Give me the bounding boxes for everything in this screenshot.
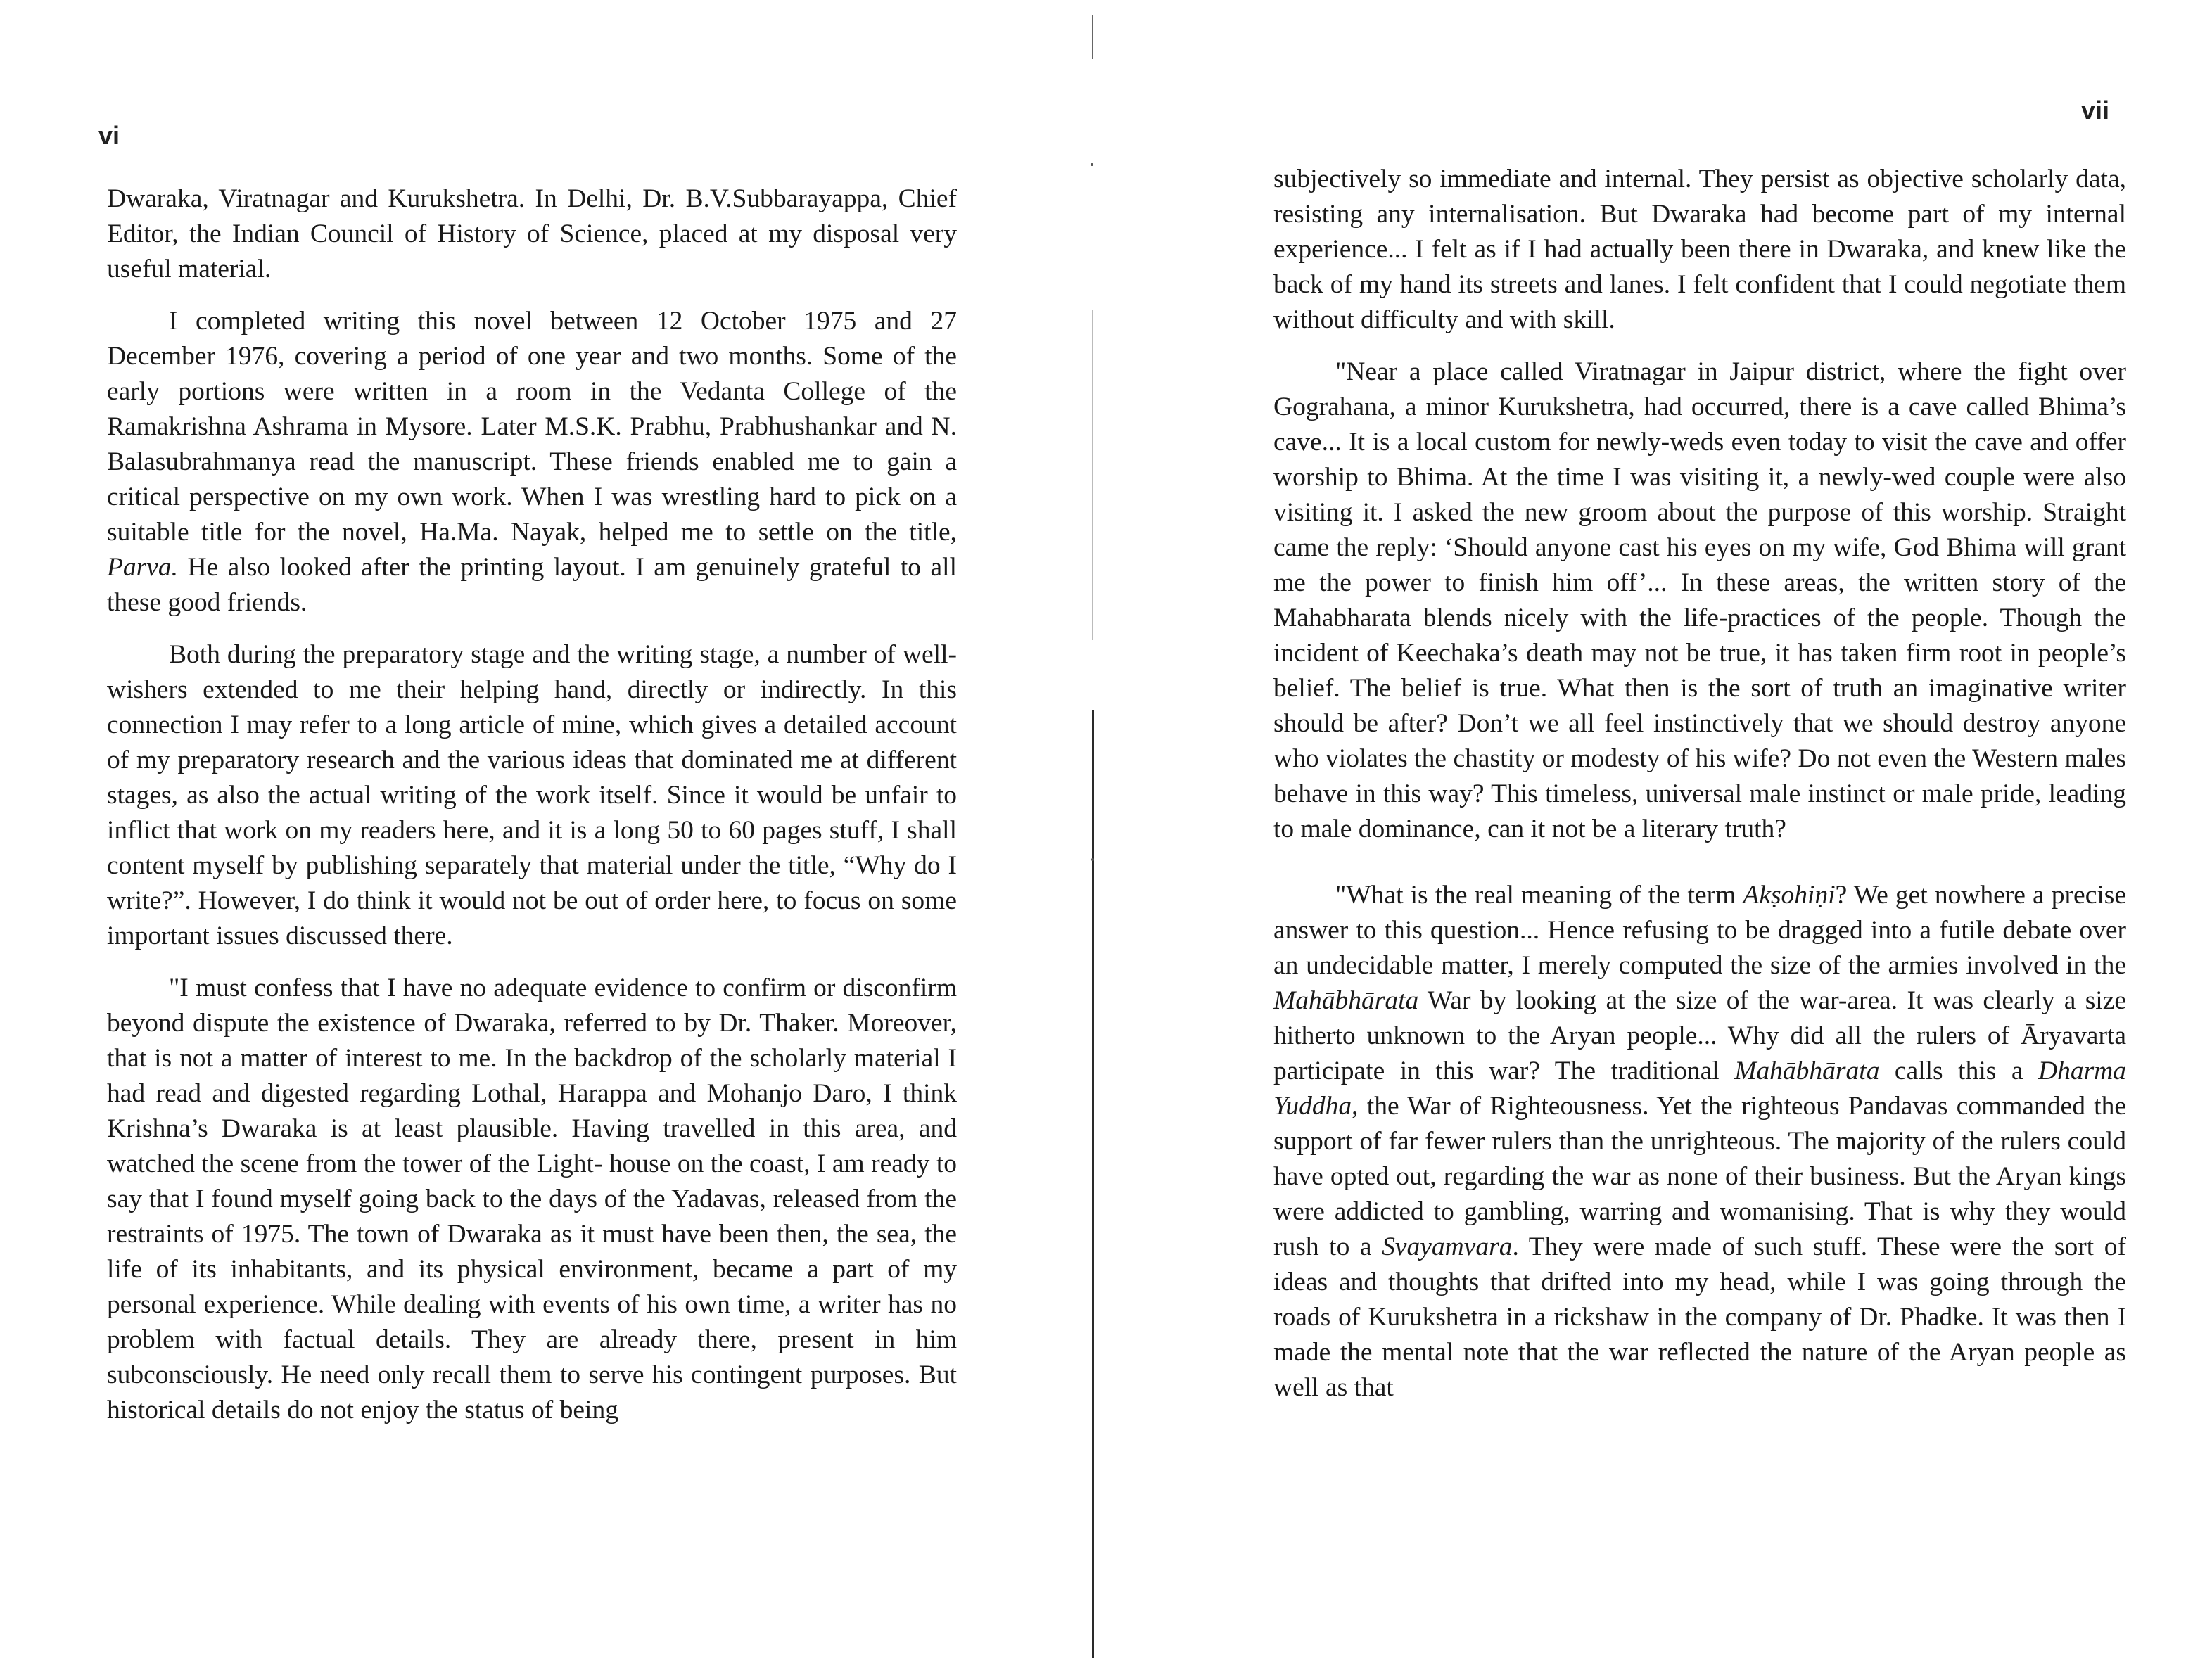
term-svayamvara: Svayamvara xyxy=(1382,1232,1513,1261)
term-dharma-yuddha: Dharma Yuddha xyxy=(1273,1057,2126,1121)
right-page xyxy=(1098,0,2212,1658)
book-gutter xyxy=(1089,0,1098,1658)
gutter-shadow xyxy=(1092,710,1094,1658)
scan-speck xyxy=(1091,858,1094,861)
paragraph: Both during the preparatory stage and the writing stage, a number of well-wishers extended to me their helping hand, directly or indirectly. In this connection I may refer to a long article of mine, which gives a detailed account of my preparatory research and the various ideas that dominated me at different stages, as also the actual writing of the work itself. Since it would be unfair to inflict that work on my readers here, and it is a long 50 to 60 pages stuff, I shall content myself by publishing separately that material under the title, “Why do I write?”. However, I do think it would not be out of order here, to focus on some important issues discussed there. xyxy=(107,640,957,950)
paragraph: "Near a place called Viratnagar in Jaipur district, where the fight over Gograhana, a minor Kurukshetra, had occurred, there is a cave called Bhima’s cave... It is a local custom for newly-weds even today to visit the cave and offer worship to Bhima. At the time I was visiting it, a newly-wed couple were also visiting it. I asked the new groom about the purpose of this worship. Straight came the reply: ‘Should anyone cast his eyes on my wife, God Bhima will grant me the power to finish him off’... In these areas, the written story of the Mahabharata blends nicely with the life-practices of the people. Though the incident of Keechaka’s death may not be true, it has taken firm root in people’s belief. The belief is true. What then is the sort of truth an imaginative writer should be after? Don’t we all feel instinctively that we should destroy anyone who violates the chastity or modesty of his wife? Do not even the Western males behave in this way? This timeless, universal male instinct or male pride, leading to male dominance, can it not be a literary truth? xyxy=(1273,357,2126,843)
book-title: Parva. xyxy=(107,553,179,582)
term-aksohini: Akṣohiṇi xyxy=(1743,881,1836,910)
paragraph: Dwaraka, Viratnagar and Kurukshetra. In Delhi, Dr. B.V.Subbarayappa, Chief Editor, the Indian Council of History of Science, placed at my disposal very useful material. xyxy=(107,184,957,283)
left-page-text xyxy=(107,181,957,1428)
paragraph: "I must confess that I have no adequate evidence to confirm or disconfirm beyond dispute the existence of Dwaraka, referred to by Dr. Thaker. Moreover, that is not a matter of interest to me. In the backdrop of the scholarly material I had read and digested regarding Lothal, Harappa and Mohanjo Daro, I think Krishna’s Dwaraka is at least plausible. Having travelled in this area, and watched the scene from the tower of the Light- house on the coast, I am ready to say that I found myself going back to the days of the Yadavas, released from the restraints of 1975. The town of Dwaraka as it must have been then, the sea, the life of its inhabitants, and its physical environment, became a part of my personal experience. While dealing with events of his own time, a writer has no problem with factual details. They are already there, present in him subconsciously. He need only recall them to serve his contingent purposes. But historical details do not enjoy the status of being xyxy=(107,974,957,1424)
paragraph: subjectively so immediate and internal. They persist as objective scholarly data, resisting any internalisation. But Dwaraka had become part of my internal experience... I felt as if I had actually been there in Dwaraka, and knew like the back of my hand its streets and lanes. I felt confident that I could negotiate them without difficulty and with skill. xyxy=(1273,165,2126,334)
gutter-shadow xyxy=(1092,310,1093,640)
scan-speck xyxy=(1091,163,1093,166)
title-mahabharata: Mahābhārata xyxy=(1734,1057,1880,1085)
right-page-text xyxy=(1273,162,2126,1405)
paragraph: "What is the real meaning of the term Akṣohiṇi? We get nowhere a precise answer to this question... Hence refusing to be dragged into a futile debate over an undecidable matter, I merely computed the size of the armies involved in the Mahābhārata War by looking at the size of the war-area. It was clearly a size hitherto unknown to the Aryan people... Why did all the rulers of Āryavarta participate in this war? The traditional Mahābhārata calls this a Dharma Yuddha, the War of Righteousness. Yet the righteous Pandavas commanded the support of far fewer rulers than the unrighteous. The majority of the rulers could have opted out, regarding the war as none of their business. But the Aryan kings were addicted to gambling, warring and womanising. That is why they would rush to a Svayamvara. They were made of such stuff. These were the sort of ideas and thoughts that drifted into my head, while I was going through the roads of Kurukshetra in a rickshaw in the company of Dr. Phadke. It was then I made the mental note that the war reflected the nature of the Aryan people as well as that xyxy=(1273,881,2126,1402)
gutter-shadow xyxy=(1092,15,1093,59)
paragraph: I completed writing this novel between 12 October 1975 and 27 December 1976, covering a period of one year and two months. Some of the early portions were written in a room in the Vedanta College of the Ramakrishna Ashrama in Mysore. Later M.S.K. Prabhu, Prabhushankar and N. Balasubrahmanya read the manuscript. These friends enabled me to gain a critical perspective on my own work. When I was wrestling hard to pick on a suitable title for the novel, Ha.Ma. Nayak, helped me to settle on the title, Parva. He also looked after the printing layout. I am genuinely grateful to all these good friends. xyxy=(107,307,957,617)
right-page-number: vii xyxy=(2081,96,2110,125)
left-page xyxy=(0,0,1083,1658)
left-page-number: vi xyxy=(98,121,120,150)
title-mahabharata: Mahābhārata xyxy=(1273,986,1419,1015)
